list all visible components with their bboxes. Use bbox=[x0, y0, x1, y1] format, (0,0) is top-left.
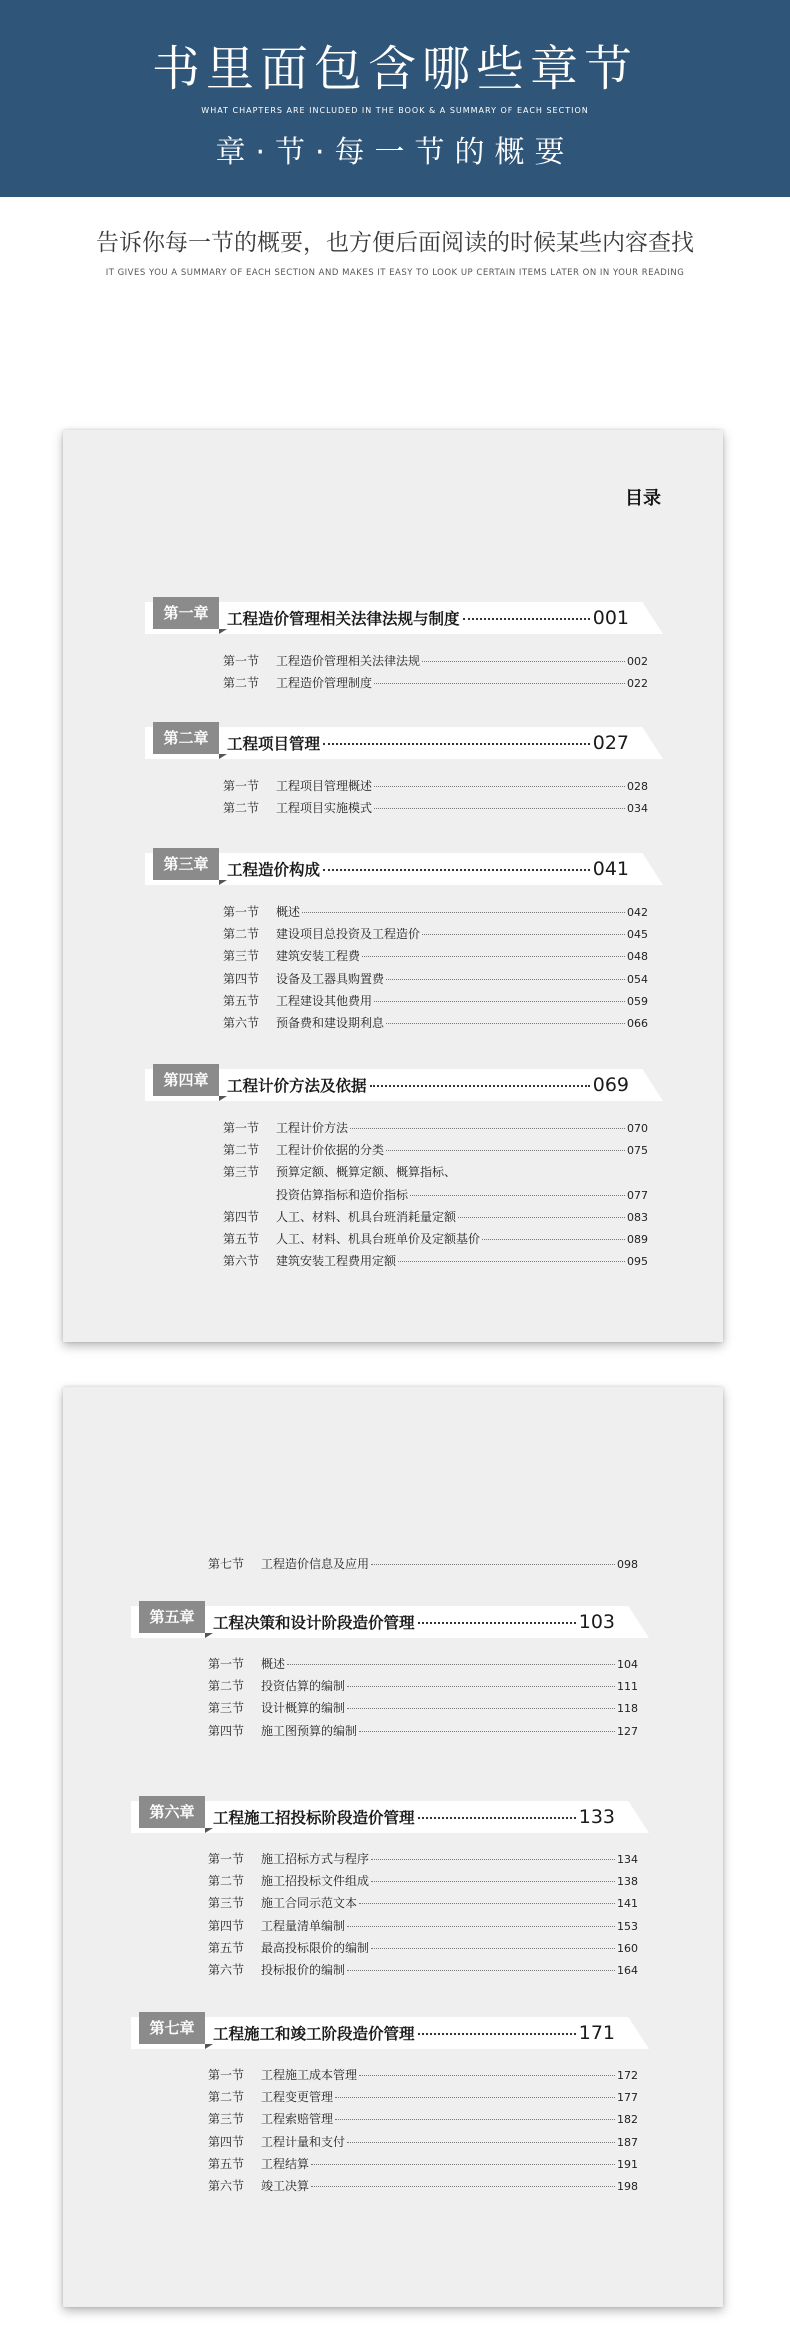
dot-leader bbox=[347, 1686, 615, 1687]
dot-leader bbox=[359, 2075, 615, 2076]
section-title: 预备费和建设期利息 bbox=[276, 1016, 385, 1030]
section-page-number: 075 bbox=[627, 1144, 648, 1158]
toc-section-entry[interactable] bbox=[223, 1014, 648, 1036]
section-number: 第六节 bbox=[208, 1963, 245, 1977]
section-number: 第四节 bbox=[223, 971, 260, 986]
dot-leader bbox=[418, 1817, 576, 1819]
dot-leader bbox=[347, 1708, 615, 1709]
section-page-number: 172 bbox=[617, 2069, 638, 2082]
chapter-title-row bbox=[213, 1801, 615, 1833]
section-title: 工程结算 bbox=[261, 2156, 310, 2171]
toc-section-entry[interactable] bbox=[208, 1961, 638, 1983]
toc-section-entry[interactable] bbox=[223, 1163, 648, 1185]
section-page-number: 070 bbox=[627, 1122, 648, 1135]
dot-leader bbox=[386, 1023, 625, 1024]
toc-section-entry[interactable] bbox=[208, 1699, 638, 1721]
dot-leader bbox=[374, 683, 625, 684]
section-title: 最高投标限价的编制 bbox=[261, 1940, 370, 1955]
section-number: 第五节 bbox=[208, 1940, 245, 1955]
dot-leader bbox=[463, 618, 590, 620]
section-number: 第一节 bbox=[223, 905, 260, 919]
toc-section-entry[interactable] bbox=[223, 1119, 648, 1141]
section-page-number: 022 bbox=[627, 677, 648, 691]
toc-section-entry[interactable] bbox=[223, 1252, 648, 1274]
section-page-number: 028 bbox=[627, 780, 648, 793]
chapter-page-number: 027 bbox=[592, 732, 629, 754]
section-page-number: 177 bbox=[617, 2091, 638, 2105]
section-number: 第六节 bbox=[223, 1016, 260, 1030]
section-title: 概述 bbox=[276, 905, 301, 919]
section-page-number: 083 bbox=[627, 1210, 648, 1224]
dot-leader bbox=[410, 1195, 625, 1196]
section-title: 工程计价依据的分类 bbox=[276, 1143, 385, 1158]
chapter-page-number: 103 bbox=[578, 1611, 615, 1633]
section-title: 工程变更管理 bbox=[261, 2090, 334, 2105]
dot-leader bbox=[398, 1261, 625, 1262]
chapter-title: 工程决策和设计阶段造价管理 bbox=[213, 1614, 415, 1632]
dot-leader bbox=[371, 1948, 615, 1949]
toc-page-1 bbox=[63, 430, 723, 1342]
toc-section-entry[interactable] bbox=[208, 1939, 638, 1961]
section-title: 人工、材料、机具台班消耗量定额 bbox=[276, 1209, 457, 1224]
dot-leader bbox=[371, 1564, 615, 1565]
chapter-title: 工程施工招投标阶段造价管理 bbox=[213, 1809, 415, 1827]
section-number: 第二节 bbox=[223, 927, 260, 942]
dot-leader bbox=[311, 2186, 615, 2187]
dot-leader bbox=[386, 1150, 625, 1151]
toc-section-entry[interactable] bbox=[208, 1872, 638, 1894]
section-number: 第一节 bbox=[223, 779, 260, 793]
section-number: 第三节 bbox=[223, 949, 260, 964]
toc-section-entry[interactable] bbox=[208, 1850, 638, 1872]
section-page-number: 104 bbox=[617, 1658, 638, 1671]
chapter-page-number: 069 bbox=[592, 1074, 629, 1096]
dot-leader bbox=[359, 1903, 615, 1904]
section-title: 工程项目实施模式 bbox=[276, 801, 373, 816]
section-number: 第一节 bbox=[208, 2068, 245, 2082]
toc-section-entry[interactable] bbox=[223, 970, 648, 992]
section-number: 第二节 bbox=[208, 1874, 245, 1889]
section-number: 第六节 bbox=[208, 2179, 245, 2193]
section-page-number: 182 bbox=[617, 2113, 638, 2127]
section-page-number: 160 bbox=[617, 1941, 638, 1955]
section-page-number: 002 bbox=[627, 655, 648, 668]
toc-chapter-heading[interactable] bbox=[131, 1801, 651, 1833]
section-title: 设备及工器具购置费 bbox=[276, 971, 385, 986]
tagline-en: IT GIVES YOU A SUMMARY OF EACH SECTION AND MAKES IT EASY TO LOOK UP CERTAIN ITEMS LATER ON IN YOUR READING bbox=[105, 268, 685, 278]
toc-section-entry[interactable] bbox=[223, 947, 648, 969]
section-page-number: 164 bbox=[617, 1964, 638, 1977]
section-number: 第二节 bbox=[208, 1679, 245, 1694]
dot-leader bbox=[350, 1128, 625, 1129]
dot-leader bbox=[323, 869, 590, 871]
chapter-title-row bbox=[227, 602, 629, 634]
section-page-number: 059 bbox=[627, 994, 648, 1008]
section-title: 人工、材料、机具台班单价及定额基价 bbox=[276, 1232, 481, 1246]
chapter-title-row bbox=[227, 727, 629, 759]
tagline: 告诉你每一节的概要，也方便后面阅读的时候某些内容查找 bbox=[96, 230, 694, 256]
toc-chapter-heading[interactable] bbox=[131, 1606, 651, 1638]
dot-leader bbox=[347, 1970, 615, 1971]
section-page-number: 111 bbox=[617, 1680, 638, 1694]
section-page-number: 095 bbox=[627, 1255, 648, 1269]
banner-title-en: WHAT CHAPTERS ARE INCLUDED IN THE BOOK & A SUMMARY OF EACH SECTION bbox=[201, 106, 589, 115]
toc-section-entry[interactable] bbox=[208, 2066, 638, 2088]
toc-page-2 bbox=[63, 1387, 723, 2307]
toc-section-entry[interactable] bbox=[223, 1208, 648, 1230]
dot-leader bbox=[374, 808, 625, 809]
section-number: 第二节 bbox=[223, 676, 260, 691]
dot-leader bbox=[370, 1085, 590, 1087]
chapter-page-number: 133 bbox=[578, 1806, 615, 1828]
chapter-title-row bbox=[213, 1606, 615, 1638]
section-number: 第四节 bbox=[208, 1918, 245, 1933]
dot-leader bbox=[335, 2097, 615, 2098]
section-number: 第五节 bbox=[208, 2156, 245, 2171]
toc-section-entry[interactable] bbox=[208, 2088, 638, 2110]
section-number: 第一节 bbox=[223, 654, 260, 668]
toc-section-entry[interactable] bbox=[223, 903, 648, 925]
dot-leader bbox=[359, 1731, 615, 1732]
toc-chapter-heading[interactable] bbox=[145, 853, 665, 885]
section-title: 建筑安装工程费用定额 bbox=[276, 1254, 397, 1269]
chapter-title: 工程计价方法及依据 bbox=[227, 1077, 367, 1095]
chapter-title: 工程施工和竣工阶段造价管理 bbox=[213, 2025, 415, 2043]
toc-chapter-heading[interactable] bbox=[131, 2017, 651, 2049]
section-number: 第七节 bbox=[208, 1557, 245, 1571]
dot-leader bbox=[422, 934, 625, 935]
section-title: 竣工决算 bbox=[261, 2179, 310, 2193]
section-number: 第三节 bbox=[208, 1701, 245, 1716]
dot-leader bbox=[362, 956, 625, 957]
toc-section-entry[interactable] bbox=[208, 2177, 638, 2199]
dot-leader bbox=[482, 1239, 625, 1240]
section-page-number: 187 bbox=[617, 2135, 638, 2149]
toc-section-entry[interactable] bbox=[223, 799, 648, 821]
section-title: 工程项目管理概述 bbox=[276, 779, 373, 793]
section-number: 第二节 bbox=[208, 2090, 245, 2105]
dot-leader bbox=[335, 2119, 615, 2120]
chapter-label-badge: 第六章 bbox=[139, 1796, 205, 1828]
section-number: 第一节 bbox=[208, 1657, 245, 1671]
section-number: 第一节 bbox=[208, 1852, 245, 1866]
toc-section-entry[interactable] bbox=[208, 1677, 638, 1699]
toc-section-entry[interactable] bbox=[223, 1141, 648, 1163]
section-number: 第三节 bbox=[208, 1896, 245, 1911]
toc-chapter-heading[interactable] bbox=[145, 727, 665, 759]
section-title: 投资估算指标和造价指标 bbox=[276, 1187, 409, 1202]
dot-leader bbox=[311, 2164, 615, 2165]
banner-subtitle: 章·节·每一节的概要 bbox=[215, 135, 575, 170]
section-title: 工程建设其他费用 bbox=[276, 993, 373, 1008]
section-number: 第五节 bbox=[223, 1232, 260, 1246]
chapter-label-badge: 第二章 bbox=[153, 722, 219, 754]
section-number: 第五节 bbox=[223, 993, 260, 1008]
section-page-number: 153 bbox=[617, 1919, 638, 1933]
section-page-number: 141 bbox=[617, 1897, 638, 1911]
toc-section-entry[interactable] bbox=[223, 992, 648, 1014]
section-title: 工程施工成本管理 bbox=[261, 2068, 358, 2082]
chapter-title: 工程项目管理 bbox=[227, 735, 321, 753]
section-number: 第一节 bbox=[223, 1121, 260, 1135]
chapter-title-row bbox=[227, 1069, 629, 1101]
toc-section-entry[interactable] bbox=[208, 1655, 638, 1677]
section-title: 工程索赔管理 bbox=[261, 2112, 334, 2127]
section-page-number: 045 bbox=[627, 928, 648, 942]
toc-section-entry[interactable] bbox=[223, 777, 648, 799]
toc-section-entry[interactable] bbox=[208, 2155, 638, 2177]
section-number: 第四节 bbox=[208, 1723, 245, 1738]
header-banner bbox=[0, 0, 790, 197]
section-page-number: 127 bbox=[617, 1724, 638, 1738]
section-page-number: 134 bbox=[617, 1853, 638, 1866]
toc-section-entry[interactable] bbox=[223, 925, 648, 947]
section-title: 投资估算的编制 bbox=[261, 1679, 346, 1694]
chapter-label-badge: 第三章 bbox=[153, 848, 219, 880]
toc-chapter-heading[interactable] bbox=[145, 1069, 665, 1101]
section-page-number: 089 bbox=[627, 1233, 648, 1246]
dot-leader bbox=[347, 1926, 615, 1927]
section-number: 第三节 bbox=[208, 2112, 245, 2127]
toc-section-entry[interactable] bbox=[223, 652, 648, 674]
section-title: 工程造价管理制度 bbox=[276, 676, 373, 691]
section-number: 第二节 bbox=[223, 1143, 260, 1158]
toc-section-entry[interactable] bbox=[208, 1894, 638, 1916]
toc-section-entry[interactable] bbox=[208, 2133, 638, 2155]
section-page-number: 191 bbox=[617, 2157, 638, 2171]
section-title: 预算定额、概算定额、概算指标、 bbox=[276, 1165, 457, 1180]
section-number: 第三节 bbox=[223, 1165, 260, 1180]
toc-title: 目录 bbox=[625, 488, 661, 509]
section-title: 工程造价管理相关法律法规 bbox=[276, 654, 421, 668]
section-page-number: 118 bbox=[617, 1702, 638, 1716]
section-title: 投标报价的编制 bbox=[261, 1963, 346, 1977]
section-title: 建筑安装工程费 bbox=[276, 949, 361, 964]
chapter-label-badge: 第一章 bbox=[153, 597, 219, 629]
dot-leader bbox=[374, 786, 625, 787]
section-page-number: 098 bbox=[617, 1558, 638, 1571]
toc-section-entry[interactable] bbox=[223, 1230, 648, 1252]
section-title: 工程量清单编制 bbox=[261, 1918, 346, 1933]
chapter-page-number: 041 bbox=[592, 858, 629, 880]
dot-leader bbox=[287, 1664, 615, 1665]
toc-section-entry[interactable] bbox=[208, 2110, 638, 2132]
section-title: 建设项目总投资及工程造价 bbox=[276, 927, 421, 942]
section-page-number: 077 bbox=[627, 1188, 648, 1202]
chapter-title-row bbox=[213, 2017, 615, 2049]
section-title: 施工图预算的编制 bbox=[261, 1723, 358, 1738]
section-page-number: 042 bbox=[627, 906, 648, 919]
section-page-number: 066 bbox=[627, 1017, 648, 1030]
toc-section-entry[interactable] bbox=[208, 1917, 638, 1939]
section-number: 第二节 bbox=[223, 801, 260, 816]
section-title: 工程造价信息及应用 bbox=[261, 1557, 370, 1571]
banner-title: 书里面包含哪些章节 bbox=[151, 41, 638, 97]
section-number: 第四节 bbox=[223, 1209, 260, 1224]
section-page-number: 138 bbox=[617, 1875, 638, 1889]
section-title: 设计概算的编制 bbox=[261, 1701, 346, 1716]
dot-leader bbox=[418, 1622, 576, 1624]
toc-section-entry[interactable] bbox=[223, 1186, 648, 1208]
dot-leader bbox=[302, 912, 625, 913]
dot-leader bbox=[371, 1859, 615, 1860]
dot-leader bbox=[374, 1001, 625, 1002]
toc-section-entry[interactable] bbox=[208, 1722, 638, 1744]
section-title: 施工合同示范文本 bbox=[261, 1896, 358, 1911]
chapter-page-number: 001 bbox=[592, 607, 629, 629]
chapter-title-row bbox=[227, 853, 629, 885]
toc-chapter-heading[interactable] bbox=[145, 602, 665, 634]
dot-leader bbox=[458, 1217, 625, 1218]
dot-leader bbox=[386, 979, 625, 980]
section-number: 第四节 bbox=[208, 2134, 245, 2149]
chapter-label-badge: 第七章 bbox=[139, 2012, 205, 2044]
section-title: 概述 bbox=[261, 1657, 286, 1671]
chapter-page-number: 171 bbox=[578, 2022, 615, 2044]
chapter-title: 工程造价管理相关法律法规与制度 bbox=[227, 610, 460, 628]
section-page-number: 054 bbox=[627, 972, 648, 986]
section-title: 工程计价方法 bbox=[276, 1121, 349, 1135]
section-number: 第六节 bbox=[223, 1254, 260, 1269]
dot-leader bbox=[422, 661, 625, 662]
section-title: 施工招标方式与程序 bbox=[261, 1852, 370, 1866]
dot-leader bbox=[347, 2142, 615, 2143]
section-page-number: 034 bbox=[627, 802, 648, 816]
toc-section-entry[interactable] bbox=[223, 674, 648, 696]
dot-leader bbox=[323, 743, 590, 745]
chapter-title: 工程造价构成 bbox=[227, 861, 321, 879]
dot-leader bbox=[371, 1881, 615, 1882]
chapter-label-badge: 第四章 bbox=[153, 1064, 219, 1096]
chapter-label-badge: 第五章 bbox=[139, 1601, 205, 1633]
section-title: 施工招投标文件组成 bbox=[261, 1874, 370, 1889]
toc-section-entry[interactable] bbox=[208, 1555, 638, 1577]
section-page-number: 198 bbox=[617, 2180, 638, 2193]
section-page-number: 048 bbox=[627, 950, 648, 964]
section-title: 工程计量和支付 bbox=[261, 2134, 346, 2149]
dot-leader bbox=[418, 2033, 576, 2035]
